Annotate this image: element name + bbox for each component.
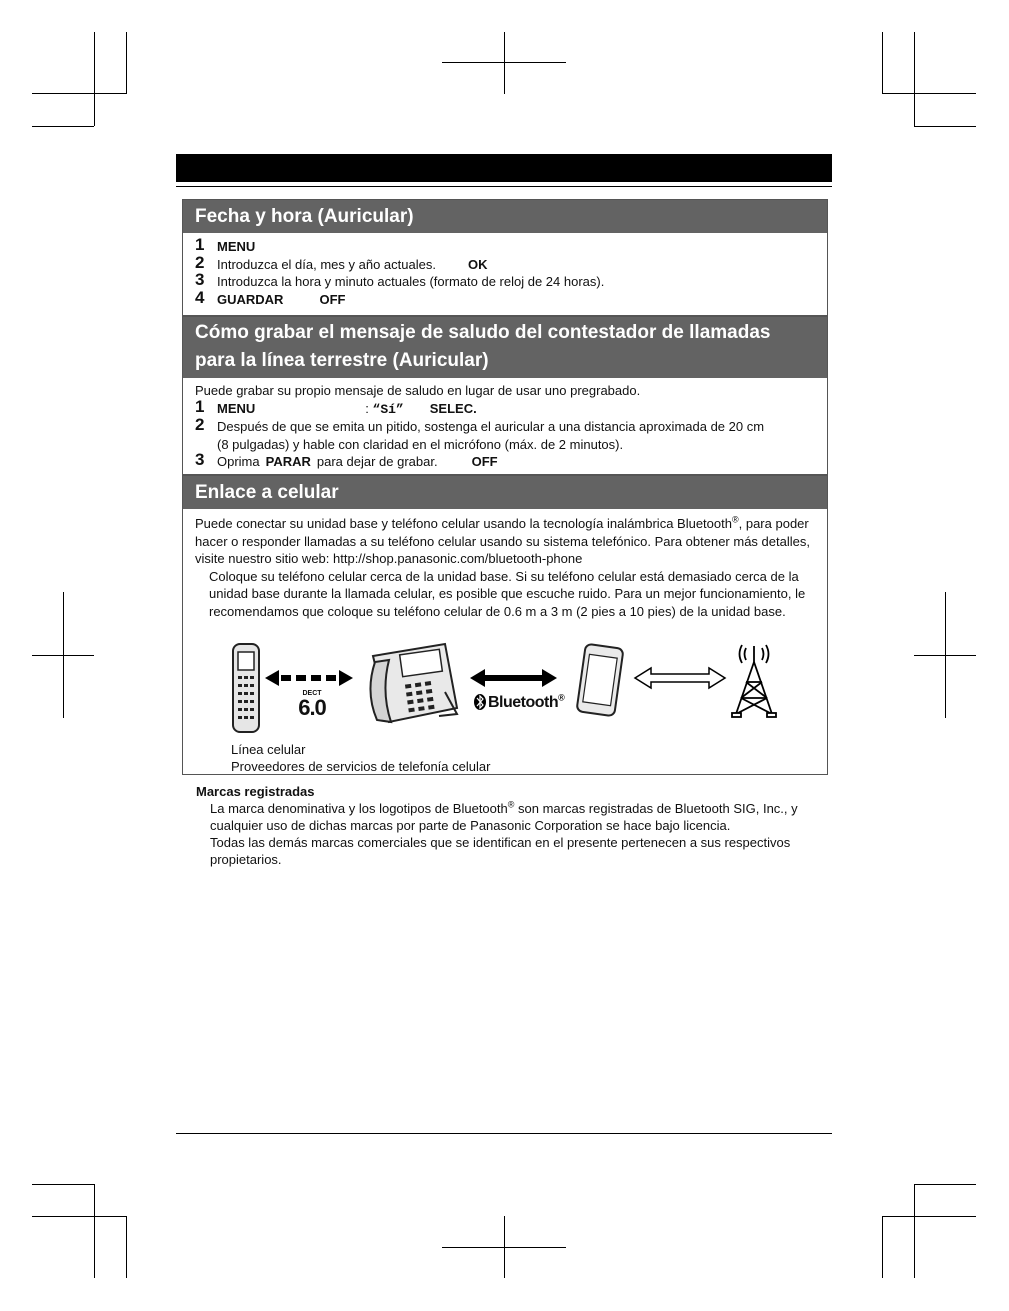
section-title: Cómo grabar el mensaje de saludo del contestador de llamadas para la línea terrestre (Auricular) bbox=[183, 317, 827, 378]
step-3: 3 Introduzca la hora y minuto actuales (formato de reloj de 24 horas). bbox=[195, 270, 605, 289]
section-title: Fecha y hora (Auricular) bbox=[183, 200, 827, 233]
enlace-note: Coloque su teléfono celular cerca de la unidad base. Si su teléfono celular está demasiado cerca de la unidad base durante la llamada celular, es posible que escuche ruido. Para un mejor funcionamiento, le recomendamos que coloque su teléfono celular de 0.6 m a 3 m (2 pies a 10 pies) de la unidad base. bbox=[209, 568, 806, 619]
display-text-si: “Sí” bbox=[372, 401, 404, 417]
enlace-intro: Puede conectar su unidad base y teléfono celular usando la tecnología inalámbrica Bluetooth®, para poder hacer o responder llamadas a su teléfono celular usando su sistema telefónico. Para obtener más detalles, visite nuestro sitio web: http://shop.panasonic.com/bluetooth-phone bbox=[195, 514, 810, 566]
handset-icon bbox=[233, 644, 259, 732]
bluetooth-link-arrow bbox=[470, 669, 557, 687]
legend-cellular-line: Línea celular bbox=[231, 742, 306, 757]
trademark-item-bluetooth: La marca denominativa y los logotipos de Bluetooth® son marcas registradas de Bluetooth SIG, Inc., y cualquier uso de dichas marcas por parte de Panasonic Corporation se hace bajo licencia. bbox=[210, 799, 798, 833]
trademark-item-others: Todas las demás marcas comerciales que se identifican en el presente pertenecen a sus respectivos propietarios. bbox=[210, 835, 791, 867]
step-1: 1 MENU : “Sí” SELEC. bbox=[195, 396, 477, 417]
key-menu: MENU bbox=[217, 400, 256, 416]
section-title: Enlace a celular bbox=[183, 476, 827, 509]
key-ok: OK bbox=[467, 256, 488, 272]
key-menu: MENU bbox=[217, 239, 256, 254]
key-off: OFF bbox=[471, 454, 498, 469]
cellular-link-arrow bbox=[635, 668, 725, 688]
cell-tower-icon bbox=[732, 645, 776, 717]
key-selec: SELEC. bbox=[429, 400, 477, 416]
legend-carriers: Proveedores de servicios de telefonía celular bbox=[231, 759, 491, 774]
bluetooth-logo-text: Bluetooth® bbox=[488, 692, 565, 711]
step-1: 1 MENU bbox=[195, 235, 256, 254]
key-off: OFF bbox=[319, 291, 346, 307]
section-saludo bbox=[182, 316, 828, 475]
section-fecha-hora bbox=[182, 199, 828, 316]
key-parar: PARAR bbox=[265, 454, 311, 469]
section-enlace-celular bbox=[182, 475, 828, 775]
saludo-intro: Puede grabar su propio mensaje de saludo en lugar de usar uno pregrabado. bbox=[195, 383, 641, 398]
dect-label: DECT 6.0 bbox=[298, 690, 326, 720]
trademarks-title: Marcas registradas bbox=[196, 784, 315, 799]
connection-diagram bbox=[195, 642, 815, 738]
key-guardar: GUARDAR bbox=[217, 291, 284, 307]
trademarks-section bbox=[196, 783, 826, 868]
step-2: 2 Introduzca el día, mes y año actuales. OK bbox=[195, 252, 488, 272]
header-rule bbox=[176, 186, 832, 187]
smartphone-icon bbox=[576, 644, 623, 717]
footer-rule bbox=[176, 1133, 832, 1134]
bluetooth-logo-icon bbox=[474, 694, 486, 710]
step-2: 2 Después de que se emita un pitido, sostenga el auricular a una distancia aproximada de 20 cm (8 pulgadas) y hable con claridad en el micrófono (máx. de 2 minutos). bbox=[195, 415, 765, 452]
step-4: 4 GUARDAR OFF bbox=[195, 287, 346, 307]
header-bar bbox=[176, 154, 832, 182]
base-unit-icon bbox=[370, 644, 457, 722]
dect-link-arrow bbox=[265, 670, 353, 686]
step-3: 3 Oprima PARAR para dejar de grabar. OFF bbox=[195, 450, 498, 469]
